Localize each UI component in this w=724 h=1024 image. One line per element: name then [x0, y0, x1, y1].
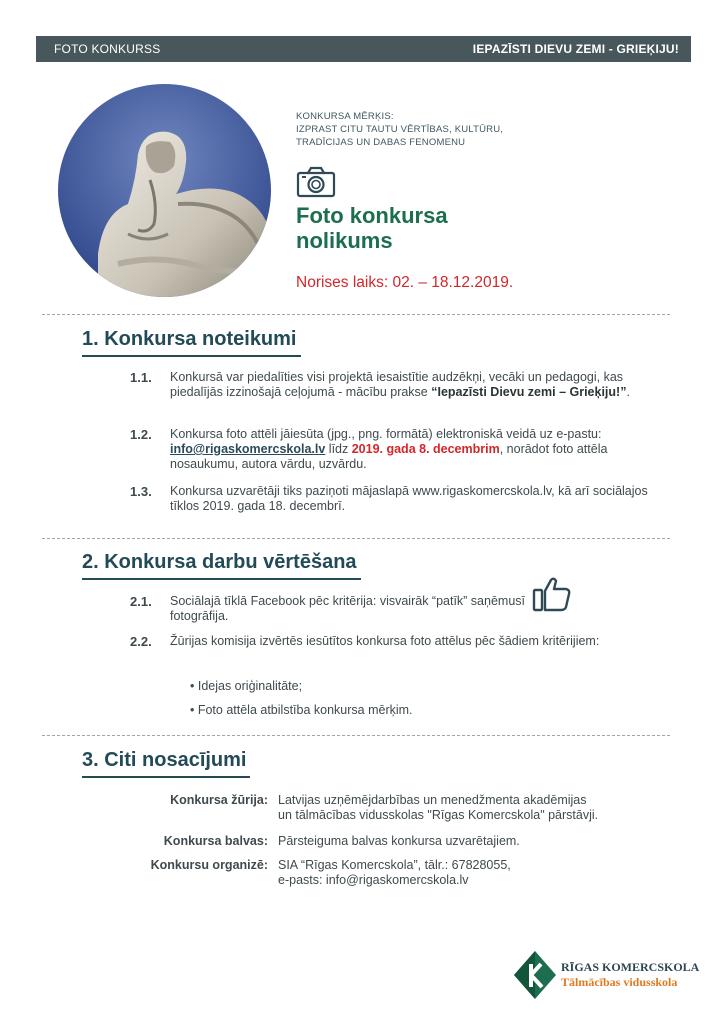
- info-value: [278, 834, 680, 849]
- school-name-line-1: RĪGAS KOMERCSKOLA: [561, 960, 700, 974]
- section-3-title: 3. Citi nosacījumi: [82, 749, 248, 775]
- rule-text-part: Konkursā var piedalīties visi projektā iesaistītie audzēkņi, vecāki un pedagogi, kas piedalījās izzinošajā ceļojumā - mācību prakse: [170, 370, 624, 399]
- divider: [42, 735, 670, 736]
- school-name: [561, 960, 699, 990]
- header-bar: [36, 36, 691, 62]
- rule-item: [130, 484, 650, 514]
- section-1-title: 1. Konkursa noteikumi: [82, 328, 299, 354]
- rule-number: 1.3.: [130, 484, 152, 499]
- info-value-line: Latvijas uzņēmējdarbības un menedžmenta akadēmijas: [278, 793, 587, 807]
- email-link[interactable]: info@rigaskomercskola.lv: [170, 442, 326, 456]
- info-value-line: un tālmācības vidusskolas "Rīgas Komercskola" pārstāvji.: [278, 808, 599, 822]
- info-label: Konkursa balvas:: [163, 834, 268, 848]
- rule-item: [130, 370, 650, 400]
- rule-text: [170, 370, 650, 400]
- info-value-line: Pārsteiguma balvas konkursa uzvarētajiem.: [278, 834, 520, 848]
- info-label: Konkursu organizē:: [150, 858, 268, 872]
- criteria-number: 2.2.: [130, 634, 152, 649]
- rule-number: 1.1.: [130, 370, 152, 385]
- criteria-text: Sociālajā tīklā Facebook pēc kritērija: visvairāk “patīk” saņēmusī fotogrāfija.: [170, 594, 526, 623]
- divider: [42, 538, 670, 539]
- info-row: [100, 793, 680, 823]
- rule-text: [170, 427, 650, 472]
- info-value-line: SIA “Rīgas Komercskola”, tālr.: 67828055,: [278, 858, 511, 872]
- school-name-line-2: Tālmācības vidusskola: [561, 975, 678, 989]
- rule-text-part: līdz: [325, 442, 352, 456]
- rule-text-part: , norādot foto attēla nosaukumu, autora vārdu, uzvārdu.: [170, 442, 608, 471]
- school-logo-mark: [513, 950, 557, 1000]
- header-right-label: IEPAZĪSTI DIEVU ZEMI - GRIEĶIJU!: [472, 42, 679, 56]
- rule-item: [130, 427, 650, 472]
- criteria-number: 2.1.: [130, 594, 152, 609]
- info-label: Konkursa žūrija:: [170, 793, 268, 807]
- info-row: [100, 834, 680, 849]
- rule-text: Konkursa uzvarētāji tiks paziņoti mājaslapā www.rigaskomercskola.lv, kā arī sociālajos tīklos 2019. gada 18. decembrī.: [170, 484, 648, 513]
- title-line-1: Foto konkursa: [296, 203, 448, 228]
- title-line-2: nolikums: [296, 228, 393, 253]
- criteria-item: [130, 594, 530, 624]
- contest-goal: [296, 110, 503, 149]
- camera-icon: [296, 166, 336, 203]
- school-logo: [513, 950, 699, 1000]
- criteria-text: Žūrijas komisija izvērtēs iesūtītos konkursa foto attēlus pēc šādiem kritērijiem:: [170, 634, 600, 648]
- section-2-title: 2. Konkursa darbu vērtēšana: [82, 551, 359, 577]
- rule-text-part: Konkursa foto attēli jāiesūta (jpg., png. formātā) elektroniskā veidā uz e-pastu:: [170, 427, 602, 441]
- info-value-line: e-pasts: info@rigaskomercskola.lv: [278, 873, 469, 887]
- page-title: [296, 203, 448, 253]
- goal-line-2: TRADĪCIJAS UN DABAS FENOMENU: [296, 137, 466, 148]
- info-row: [100, 858, 680, 888]
- rule-text-part: .: [626, 385, 630, 399]
- event-dates: Norises laiks: 02. – 18.12.2019.: [296, 274, 514, 291]
- statue-photo: [58, 84, 271, 297]
- project-name: “Iepazīsti Dievu zemi – Grieķiju!”: [431, 385, 627, 399]
- criteria-item: [130, 634, 650, 649]
- info-value: [278, 793, 680, 823]
- thumbs-up-icon: [532, 576, 572, 617]
- list-item: • Foto attēla atbilstība konkursa mērķim.: [190, 703, 413, 717]
- goal-heading: KONKURSA MĒRĶIS:: [296, 111, 394, 122]
- goal-line-1: IZPRAST CITU TAUTU VĒRTĪBAS, KULTŪRU,: [296, 124, 504, 135]
- header-left-label: FOTO KONKURSS: [54, 42, 161, 56]
- rule-number: 1.2.: [130, 427, 152, 442]
- divider: [42, 314, 670, 315]
- info-value: [278, 858, 680, 888]
- deadline-date: 2019. gada 8. decembrim: [351, 442, 500, 456]
- list-item: • Idejas oriģinalitāte;: [190, 679, 303, 693]
